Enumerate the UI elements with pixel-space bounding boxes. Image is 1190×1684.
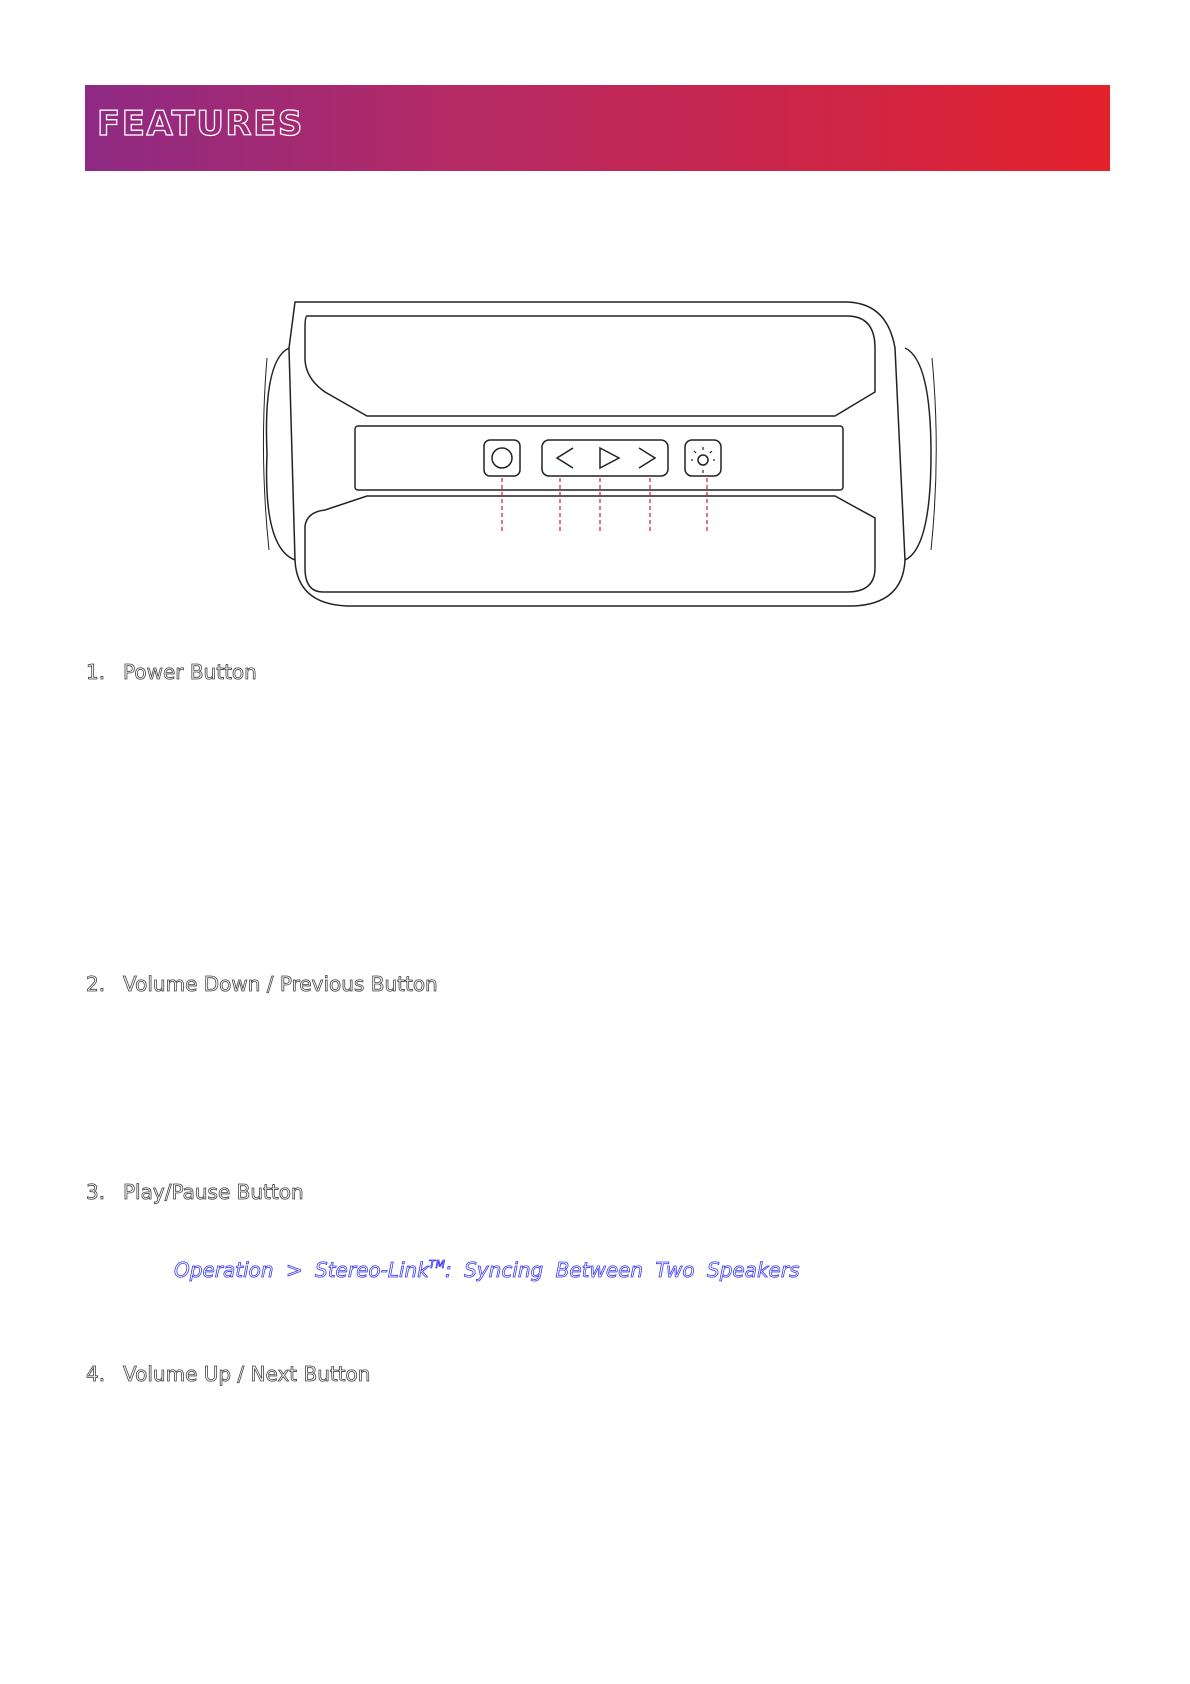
feature-label: Volume Down / Previous Button (123, 972, 438, 996)
right-end-cap (905, 348, 931, 560)
page-title: FEATURES (97, 104, 304, 144)
left-end-cap (266, 348, 295, 560)
feature-number: 4. (86, 1362, 106, 1386)
power-icon (484, 440, 520, 476)
feature-label: Volume Up / Next Button (123, 1362, 371, 1386)
previous-icon (557, 448, 573, 468)
feature-item-volume-down (86, 972, 438, 996)
link-text: Operation > Stereo-Link (174, 1258, 429, 1282)
feature-label: Power Button (123, 660, 257, 684)
transport-buttons (542, 440, 668, 476)
light-icon (685, 440, 721, 476)
feature-number: 3. (86, 1180, 106, 1204)
feature-item-power (86, 660, 257, 684)
feature-label: Play/Pause Button (123, 1180, 304, 1204)
speaker-body (289, 302, 905, 606)
stereo-link-reference[interactable] (174, 1258, 799, 1282)
control-strip (355, 426, 843, 490)
feature-item-volume-up (86, 1362, 370, 1386)
feature-number: 2. (86, 972, 106, 996)
upper-grille (305, 316, 875, 416)
feature-number: 1. (86, 660, 106, 684)
next-icon (639, 448, 655, 468)
speaker-diagram (255, 298, 945, 610)
trademark-superscript: TM (428, 1258, 446, 1271)
feature-item-play-pause (86, 1180, 304, 1204)
link-suffix: : Syncing Between Two Speakers (445, 1258, 800, 1282)
play-icon (600, 448, 619, 468)
lower-grille (305, 496, 875, 592)
header-banner (85, 85, 1110, 171)
